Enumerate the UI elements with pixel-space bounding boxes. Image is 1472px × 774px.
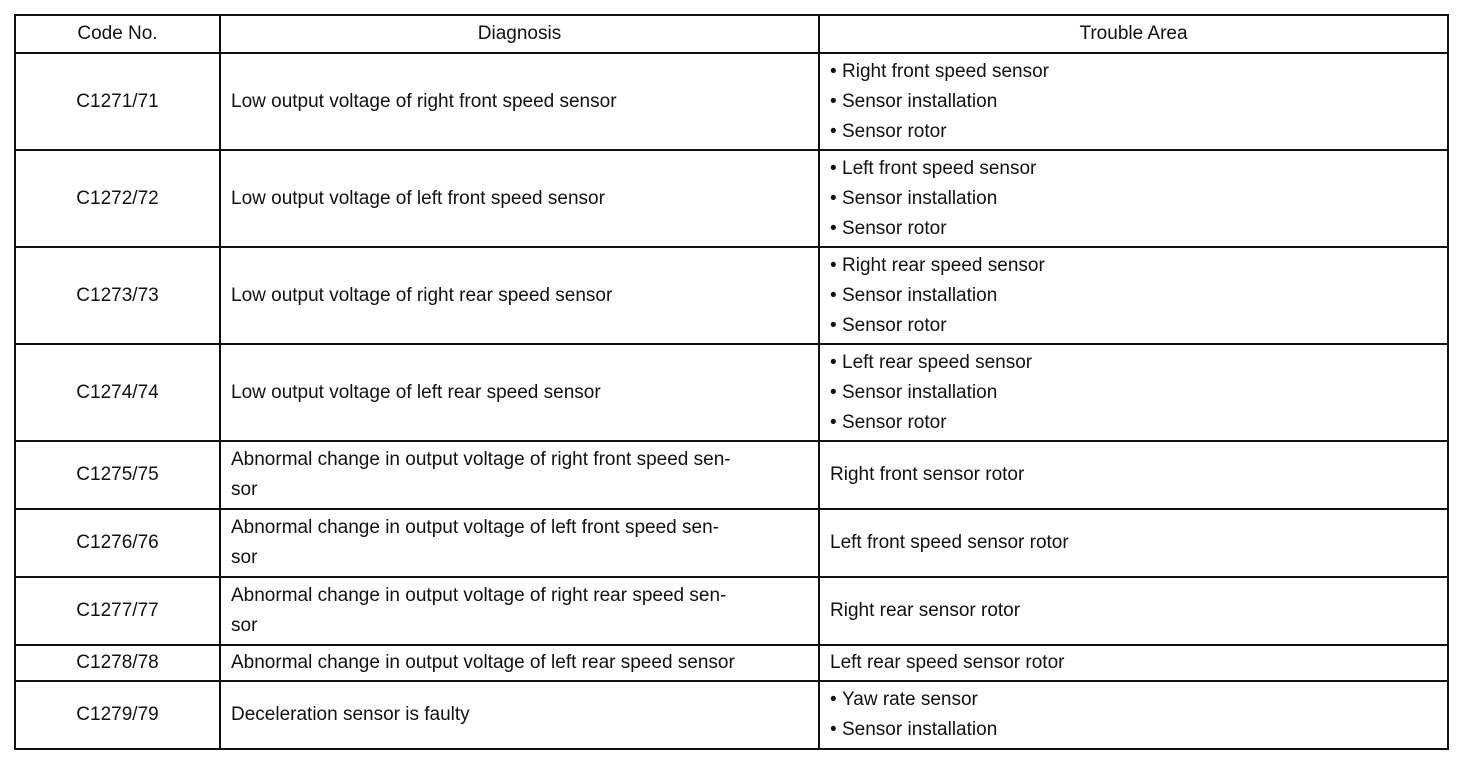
area-text: Left rear speed sensor: [842, 351, 1033, 373]
list-item: [830, 281, 1437, 311]
list-item: [830, 408, 1437, 438]
header-diagnosis: Diagnosis: [220, 15, 819, 53]
area-text: Sensor installation: [842, 187, 998, 209]
area-text: Yaw rate sensor: [842, 689, 978, 710]
table-row: [15, 645, 1448, 681]
bullet-icon: •: [830, 60, 837, 82]
trouble-area-list: [830, 251, 1437, 341]
bullet-icon: •: [830, 187, 837, 209]
area-text: Right front speed sensor: [842, 60, 1050, 82]
list-item: [830, 251, 1437, 281]
list-item: [830, 311, 1437, 341]
diagnosis-cell: Deceleration sensor is faulty: [220, 681, 819, 749]
header-trouble-area: Trouble Area: [819, 15, 1448, 53]
code-cell: C1275/75: [15, 441, 220, 509]
bullet-icon: •: [830, 254, 837, 276]
code-cell: C1278/78: [15, 645, 220, 681]
trouble-area-list: [830, 348, 1437, 438]
list-item: [830, 57, 1437, 87]
diagnosis-cell: [220, 509, 819, 577]
area-text: Sensor rotor: [842, 120, 947, 142]
table-row: [15, 53, 1448, 150]
list-item: [830, 184, 1437, 214]
table-row: [15, 441, 1448, 509]
code-cell: C1271/71: [15, 53, 220, 150]
bullet-icon: •: [830, 284, 837, 306]
trouble-area-cell: [819, 247, 1448, 344]
area-text: Sensor installation: [842, 719, 998, 740]
table-row: [15, 247, 1448, 344]
list-item: [830, 87, 1437, 117]
diagnosis-cell: Low output voltage of left rear speed sensor: [220, 344, 819, 441]
code-cell: C1274/74: [15, 344, 220, 441]
bullet-icon: •: [830, 217, 837, 239]
diagnosis-line: Abnormal change in output voltage of right rear speed sen-: [231, 585, 727, 606]
list-item: [830, 348, 1437, 378]
bullet-icon: •: [830, 689, 837, 710]
bullet-icon: •: [830, 411, 837, 433]
table-row: [15, 681, 1448, 749]
diagnosis-cell: Low output voltage of right rear speed sensor: [220, 247, 819, 344]
trouble-area-cell: Left rear speed sensor rotor: [819, 645, 1448, 681]
list-item: [830, 154, 1437, 184]
trouble-area-cell: Left front speed sensor rotor: [819, 509, 1448, 577]
list-item: [830, 685, 1437, 715]
area-text: Sensor rotor: [842, 411, 947, 433]
table-header-row: [15, 15, 1448, 53]
bullet-icon: •: [830, 381, 837, 403]
bullet-icon: •: [830, 90, 837, 112]
trouble-area-cell: Right front sensor rotor: [819, 441, 1448, 509]
table-row: [15, 344, 1448, 441]
trouble-area-cell: [819, 681, 1448, 749]
code-cell: C1272/72: [15, 150, 220, 247]
diagnosis-line: sor: [231, 479, 258, 500]
trouble-area-cell: [819, 53, 1448, 150]
list-item: [830, 214, 1437, 244]
bullet-icon: •: [830, 120, 837, 142]
header-code: Code No.: [15, 15, 220, 53]
trouble-area-cell: Right rear sensor rotor: [819, 577, 1448, 645]
bullet-icon: •: [830, 719, 837, 740]
area-text: Sensor rotor: [842, 314, 947, 336]
area-text: Sensor installation: [842, 381, 998, 403]
diagnosis-cell: Abnormal change in output voltage of left rear speed sensor: [220, 645, 819, 681]
table-row: [15, 150, 1448, 247]
trouble-area-cell: [819, 150, 1448, 247]
table-row: [15, 577, 1448, 645]
dtc-table: [14, 14, 1449, 750]
trouble-area-list: [830, 57, 1437, 147]
diagnosis-line: sor: [231, 615, 258, 636]
list-item: [830, 378, 1437, 408]
diagnosis-cell: [220, 577, 819, 645]
bullet-icon: •: [830, 351, 837, 373]
code-cell: C1276/76: [15, 509, 220, 577]
code-cell: C1277/77: [15, 577, 220, 645]
area-text: Sensor rotor: [842, 217, 947, 239]
diagnosis-cell: Low output voltage of left front speed sensor: [220, 150, 819, 247]
diagnosis-line: Abnormal change in output voltage of right front speed sen-: [231, 449, 731, 470]
list-item: [830, 715, 1437, 745]
trouble-area-cell: [819, 344, 1448, 441]
trouble-area-list: [830, 685, 1437, 745]
area-text: Sensor installation: [842, 284, 998, 306]
bullet-icon: •: [830, 314, 837, 336]
diagnosis-cell: [220, 441, 819, 509]
table-row: [15, 509, 1448, 577]
diagnosis-line: sor: [231, 547, 258, 568]
area-text: Right rear speed sensor: [842, 254, 1045, 276]
bullet-icon: •: [830, 157, 837, 179]
area-text: Left front speed sensor: [842, 157, 1037, 179]
diagnosis-cell: Low output voltage of right front speed sensor: [220, 53, 819, 150]
area-text: Sensor installation: [842, 90, 998, 112]
code-cell: C1273/73: [15, 247, 220, 344]
list-item: [830, 117, 1437, 147]
trouble-area-list: [830, 154, 1437, 244]
code-cell: C1279/79: [15, 681, 220, 749]
diagnosis-line: Abnormal change in output voltage of left front speed sen-: [231, 517, 719, 538]
